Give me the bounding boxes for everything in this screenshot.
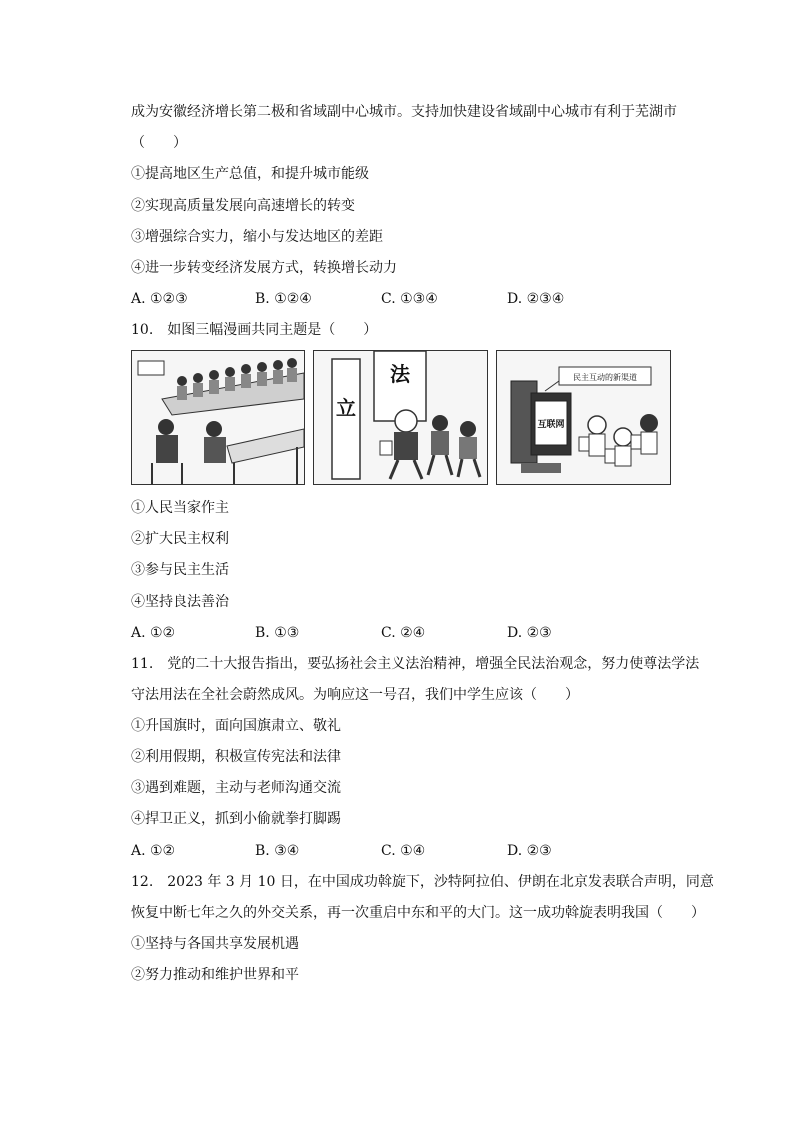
q9-item-2: ②实现高质量发展向高速增长的转变 [131, 198, 355, 214]
q10-option-c: C. ②④ [381, 625, 426, 641]
q12-stem-line-1: 12. 2023 年 3 月 10 日，在中国成功斡旋下，沙特阿拉伯、伊朗在北京发表联合声明，同意 [131, 874, 714, 890]
q9-option-b: B. ①②④ [255, 291, 312, 307]
q11-option-a: A. ①② [131, 843, 176, 859]
q9-item-1: ①提高地区生产总值，和提升城市能级 [131, 166, 369, 182]
q11-item-1: ①升国旗时，面向国旗肃立、敬礼 [131, 718, 341, 734]
q9-blank: （ ） [131, 135, 187, 151]
cartoon-internet-democracy [496, 350, 671, 485]
q12-stem-line-2: 恢复中断七年之久的外交关系，再一次重启中东和平的大门。这一成功斡旋表明我国（ ） [131, 905, 705, 921]
cartoon2-sign-fa: 法 [390, 362, 410, 386]
q11-item-4: ④捍卫正义，抓到小偷就拳打脚踢 [131, 811, 341, 827]
q10-stem: 10. 如图三幅漫画共同主题是（ ） [131, 322, 378, 338]
q11-item-2: ②利用假期，积极宣传宪法和法律 [131, 749, 341, 765]
q9-option-a: A. ①②③ [131, 291, 188, 307]
q10-item-4: ④坚持良法善治 [131, 594, 229, 610]
q11-item-3: ③遇到难题，主动与老师沟通交流 [131, 780, 341, 796]
cartoon-hearing [131, 350, 305, 485]
q10-item-1: ①人民当家作主 [131, 500, 229, 516]
q12-item-2: ②努力推动和维护世界和平 [131, 967, 299, 983]
q11-option-c: C. ①④ [381, 843, 426, 859]
q10-option-a: A. ①② [131, 625, 176, 641]
q9-item-3: ③增强综合实力，缩小与发达地区的差距 [131, 229, 383, 245]
q10-option-d: D. ②③ [507, 625, 552, 641]
q11-stem-line-2: 守法用法在全社会蔚然成风。为响应这一号召，我们中学生应该（ ） [131, 687, 579, 703]
q10-option-b: B. ①③ [255, 625, 300, 641]
q9-stem-end: 成为安徽经济增长第二极和省域副中心城市。支持加快建设省域副中心城市有利于芜湖市 [131, 104, 677, 120]
q12-item-1: ①坚持与各国共享发展机遇 [131, 936, 299, 952]
cartoon3-screen-label: 互联网 [537, 420, 565, 430]
cartoon-legislation [313, 350, 488, 485]
q11-option-d: D. ②③ [507, 843, 552, 859]
q9-item-4: ④进一步转变经济发展方式，转换增长动力 [131, 260, 397, 276]
cartoon2-sign-li: 立 [336, 396, 356, 420]
q11-option-b: B. ③④ [255, 843, 300, 859]
q9-option-c: C. ①③④ [381, 291, 438, 307]
cartoon3-sign: 民主互动的新渠道 [573, 373, 637, 382]
q11-stem-line-1: 11. 党的二十大报告指出，要弘扬社会主义法治精神，增强全民法治观念，努力使尊法学法 [131, 656, 700, 672]
q10-item-3: ③参与民主生活 [131, 562, 229, 578]
q10-item-2: ②扩大民主权利 [131, 531, 229, 547]
q9-option-d: D. ②③④ [507, 291, 565, 307]
